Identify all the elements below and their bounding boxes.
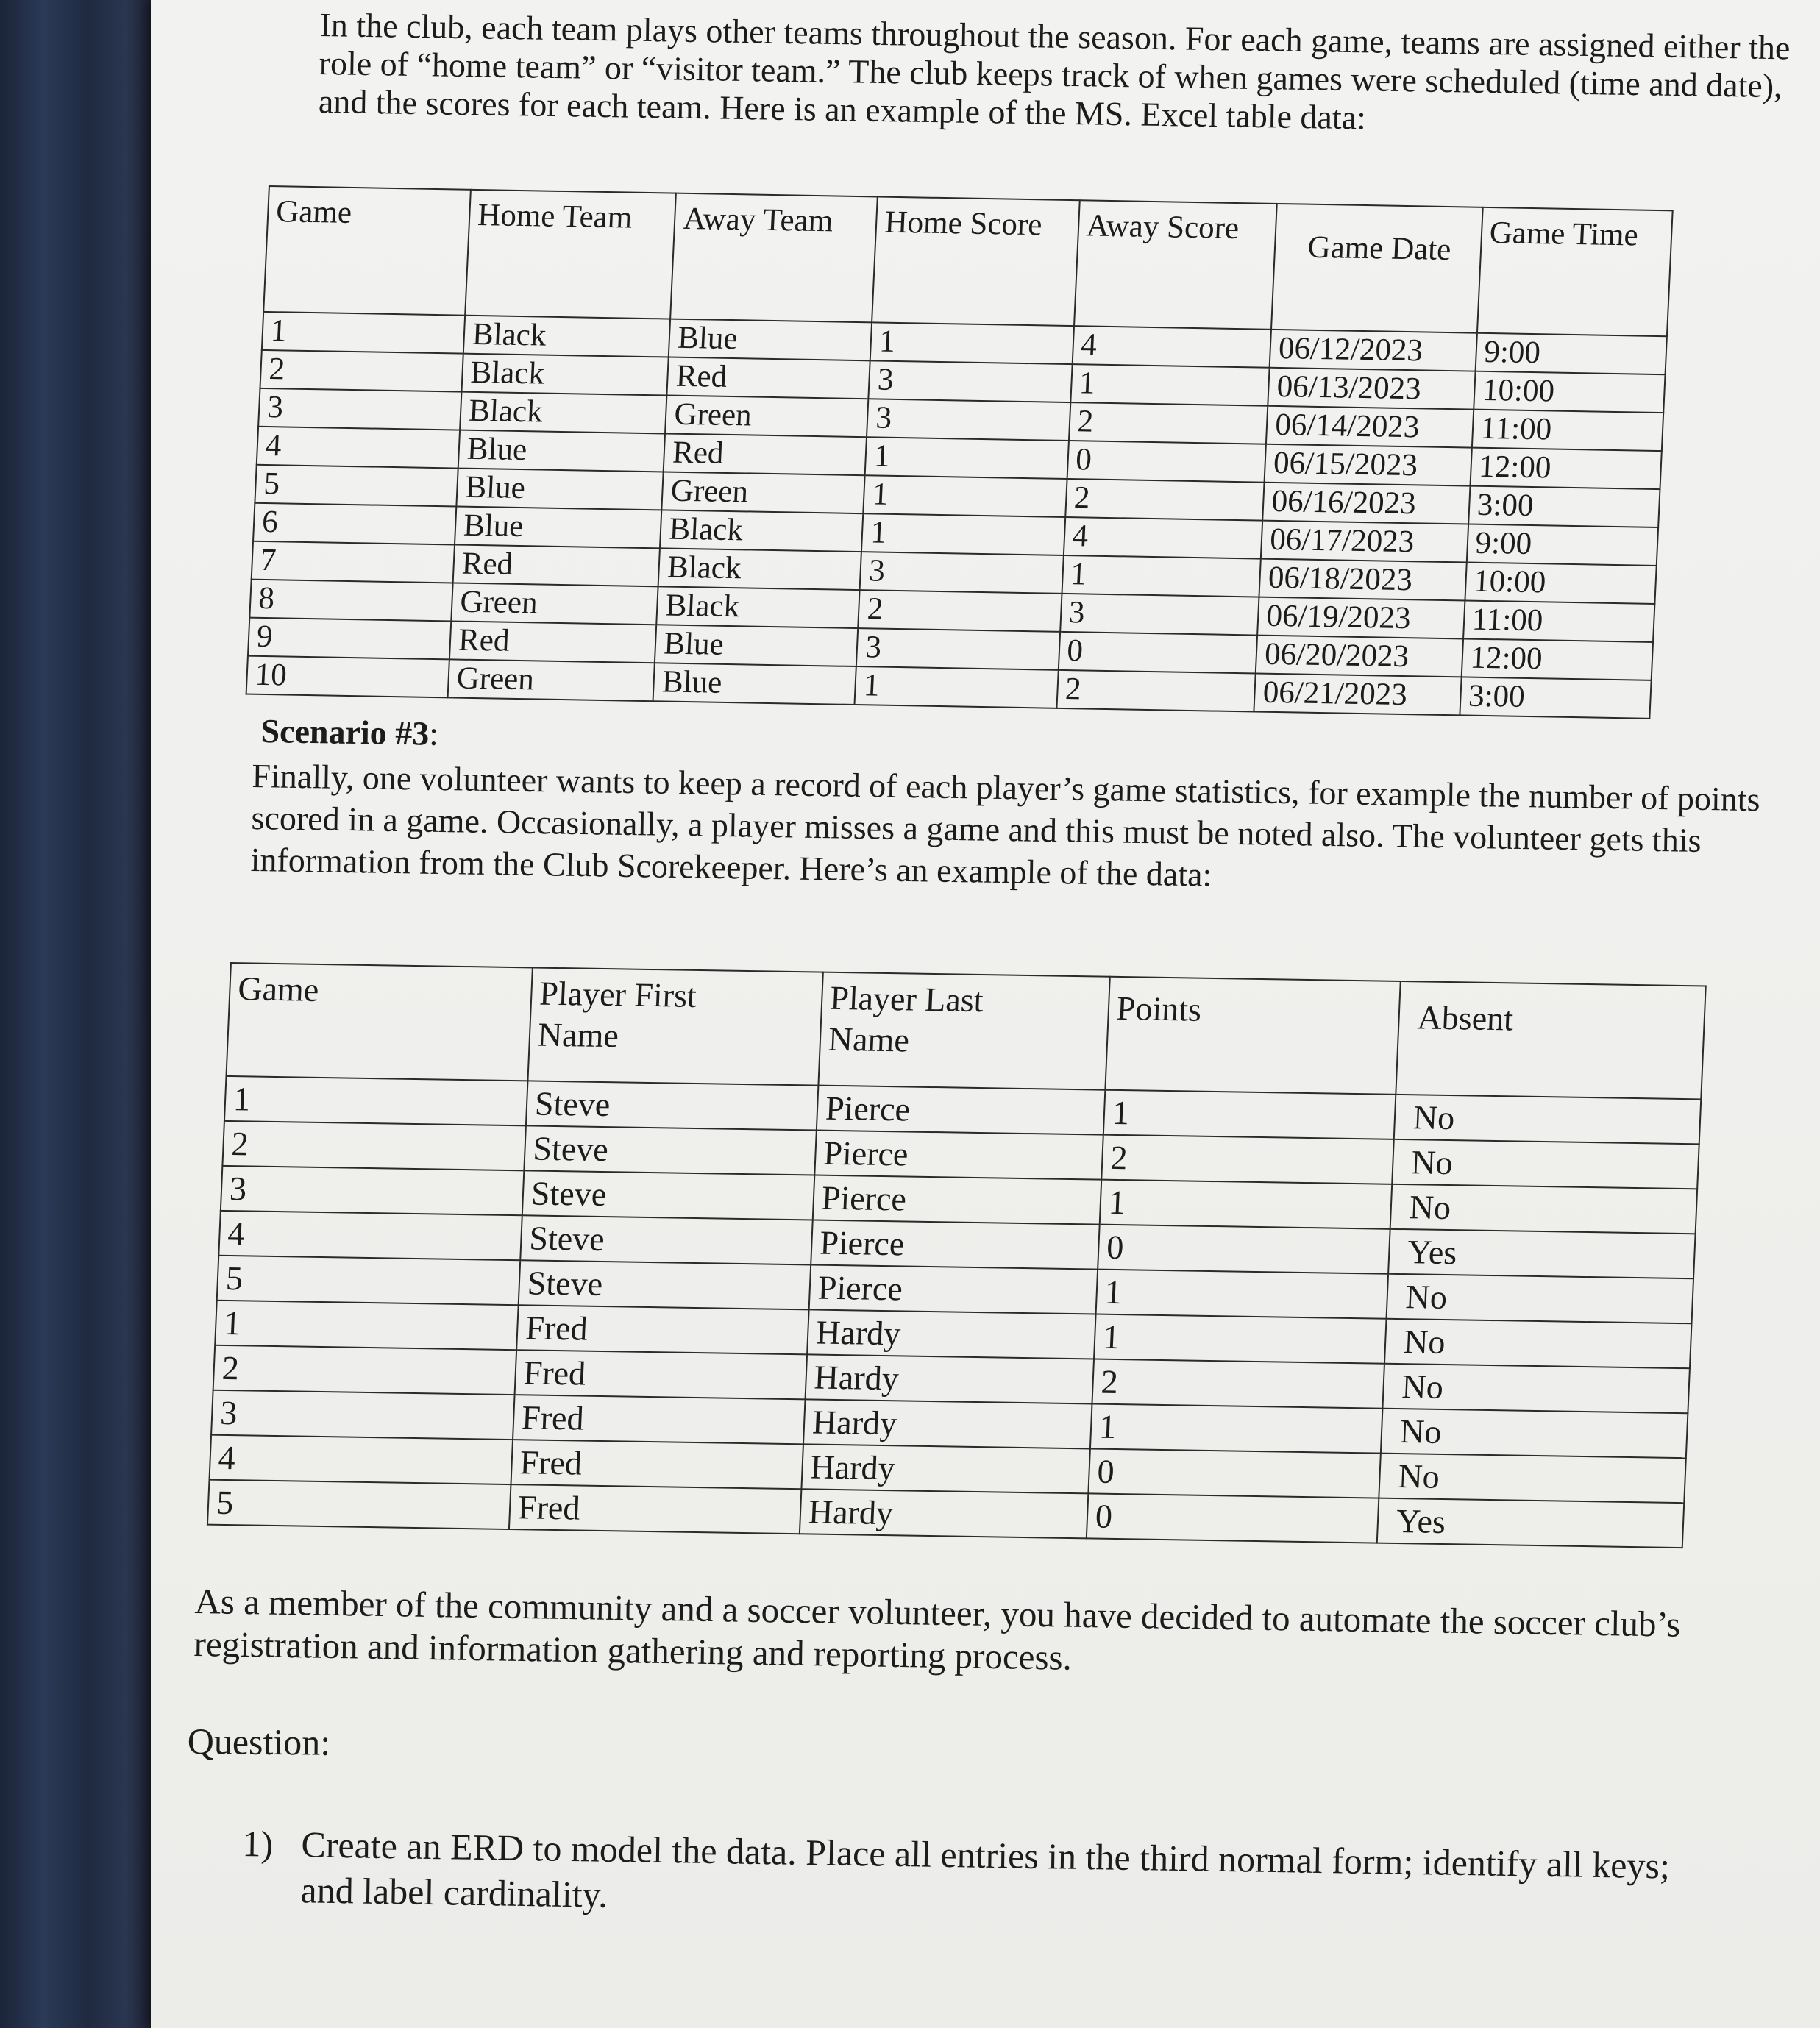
player-first-name: Fred	[511, 1440, 803, 1489]
points: 1	[1100, 1180, 1393, 1229]
points: 1	[1096, 1270, 1389, 1319]
points: 2	[1101, 1135, 1394, 1184]
stats-header-row	[227, 963, 1706, 1099]
game-time: 3:00	[1468, 486, 1660, 527]
player-last-name: Hardy	[807, 1309, 1096, 1359]
home-team: Black	[463, 316, 671, 357]
game-time: 9:00	[1475, 333, 1667, 374]
question-text: Create an ERD to model the data. Place all entries in the third normal form; identify all keys; and label cardinality.	[300, 1824, 1671, 1915]
game-time: 12:00	[1470, 448, 1662, 489]
home-team: Red	[449, 621, 657, 663]
scenario-paragraph: Finally, one volunteer wants to keep a record of each player’s game statistics, for example the number of points scored in a game. Occasionally, a player misses a game and this must be noted also. The volunteer gets this information from the Club Scorekeeper. Here’s an example of the data:	[250, 756, 1760, 894]
home-team: Blue	[455, 507, 662, 549]
player-last-name: Hardy	[803, 1399, 1092, 1448]
player-last-name: Hardy	[800, 1489, 1089, 1538]
scenario-heading-text: Scenario #3	[260, 712, 430, 753]
away-team: Blue	[653, 663, 856, 705]
absent: No	[1379, 1454, 1686, 1503]
game-number: 5	[255, 465, 458, 507]
player-last-name: Pierce	[814, 1131, 1103, 1180]
games-header-home-team: Home Team	[465, 190, 676, 319]
away-score: 0	[1058, 632, 1257, 674]
points: 1	[1103, 1090, 1396, 1139]
home-score: 1	[855, 666, 1058, 708]
stats-header-absent: Absent	[1396, 981, 1705, 1099]
games-header-home-score: Home Score	[872, 196, 1080, 326]
away-score: 4	[1063, 517, 1262, 559]
absent: No	[1394, 1095, 1702, 1144]
game-date: 06/14/2023	[1266, 406, 1474, 448]
player-first-name: Fred	[515, 1350, 808, 1399]
home-team: Red	[453, 544, 661, 586]
game-time: 9:00	[1466, 524, 1658, 566]
game-date: 06/15/2023	[1265, 444, 1472, 486]
home-score: 3	[856, 628, 1059, 670]
absent: Yes	[1377, 1498, 1685, 1548]
points: 0	[1088, 1448, 1381, 1498]
home-score: 1	[865, 437, 1068, 479]
home-score: 3	[867, 399, 1070, 441]
away-team: Black	[660, 510, 863, 552]
away-score: 4	[1072, 326, 1271, 368]
home-team: Blue	[458, 430, 666, 472]
intro-paragraph: In the club, each team plays other teams throughout the season. For each game, teams are assigned either the role of “home team” or “visitor team.” The club keeps track of when games were scheduled (time and date), and the scores for each team. Here is an example of the MS. Excel table data:	[318, 6, 1791, 137]
game-time: 12:00	[1461, 638, 1653, 680]
home-team: Green	[451, 583, 658, 625]
away-score: 2	[1065, 479, 1265, 521]
away-team: Green	[662, 472, 865, 513]
game-time: 10:00	[1465, 562, 1657, 603]
player-first-name: Fred	[513, 1395, 806, 1444]
game-number: 8	[249, 580, 452, 622]
player-last-name: Pierce	[811, 1220, 1100, 1269]
away-score: 0	[1067, 441, 1266, 483]
game-time: 11:00	[1463, 600, 1655, 641]
absent: No	[1381, 1409, 1688, 1458]
player-last-name: Pierce	[809, 1264, 1098, 1314]
away-score: 2	[1056, 670, 1256, 712]
games-header-away-team: Away Team	[671, 193, 878, 323]
points: 1	[1090, 1403, 1383, 1453]
away-team: Red	[664, 433, 867, 475]
home-team: Green	[448, 659, 655, 701]
stats-header-first-name: Player First Name	[527, 967, 822, 1085]
games-header-row	[263, 186, 1672, 336]
player-first-name: Steve	[520, 1215, 813, 1264]
absent: No	[1390, 1184, 1698, 1234]
paper-sheet	[151, 0, 1820, 2028]
away-team: Black	[658, 548, 861, 590]
home-score: 2	[859, 590, 1062, 632]
game-number: 6	[253, 503, 456, 545]
game-number: 2	[222, 1121, 526, 1170]
games-table	[246, 185, 1674, 719]
away-team: Blue	[655, 625, 858, 666]
away-team: Green	[665, 395, 868, 437]
game-time: 3:00	[1460, 677, 1652, 718]
games-header-game: Game	[263, 186, 471, 316]
away-team: Black	[657, 586, 860, 628]
games-header-game-time: Game Time	[1477, 207, 1673, 336]
player-last-name: Hardy	[806, 1354, 1095, 1403]
player-stats-table	[207, 962, 1707, 1548]
away-score: 2	[1068, 402, 1268, 444]
home-score: 1	[861, 513, 1064, 555]
game-number: 9	[248, 618, 451, 660]
points: 1	[1094, 1314, 1387, 1364]
absent: No	[1382, 1364, 1690, 1413]
home-team: Blue	[456, 469, 664, 510]
away-score: 1	[1062, 555, 1261, 597]
home-team: Black	[461, 354, 669, 396]
stats-header-points: Points	[1105, 977, 1400, 1095]
closing-paragraph: As a member of the community and a soccer volunteer, you have decided to automate the soccer club’s registration and information gathering and reporting process.	[193, 1580, 1681, 1678]
game-time: 10:00	[1474, 371, 1666, 413]
game-date: 06/19/2023	[1257, 597, 1465, 639]
game-date: 06/18/2023	[1259, 559, 1467, 601]
player-first-name: Steve	[526, 1081, 819, 1130]
player-last-name: Pierce	[813, 1175, 1102, 1225]
game-number: 7	[252, 541, 455, 583]
home-score: 1	[870, 322, 1073, 364]
away-score: 1	[1070, 364, 1270, 406]
absent: No	[1392, 1139, 1699, 1189]
game-date: 06/17/2023	[1261, 521, 1468, 563]
game-date: 06/20/2023	[1256, 636, 1463, 677]
points: 0	[1087, 1493, 1379, 1543]
absent: No	[1387, 1274, 1694, 1323]
question-label: Question:	[187, 1721, 331, 1763]
player-first-name: Steve	[519, 1260, 811, 1309]
game-number: 4	[257, 427, 460, 469]
stats-header-last-name: Player Last Name	[818, 972, 1109, 1090]
scenario-heading-colon: :	[428, 714, 439, 753]
game-number: 3	[221, 1166, 525, 1215]
game-number: 1	[215, 1301, 519, 1350]
game-number: 10	[246, 656, 449, 698]
game-number: 3	[211, 1390, 515, 1440]
absent: Yes	[1388, 1229, 1696, 1278]
away-score: 3	[1060, 594, 1259, 636]
game-time: 11:00	[1472, 410, 1664, 451]
player-last-name: Pierce	[817, 1086, 1106, 1135]
game-date: 06/12/2023	[1270, 330, 1477, 371]
game-date: 06/16/2023	[1263, 483, 1471, 524]
away-team: Red	[667, 357, 870, 399]
home-team: Black	[460, 392, 667, 434]
absent: No	[1384, 1319, 1692, 1368]
home-score: 3	[869, 360, 1072, 402]
game-number: 5	[217, 1256, 521, 1305]
player-first-name: Fred	[509, 1484, 802, 1534]
stats-header-game: Game	[227, 963, 533, 1081]
game-number: 5	[207, 1480, 511, 1529]
points: 0	[1098, 1225, 1390, 1274]
games-header-away-score: Away Score	[1074, 200, 1278, 330]
game-number: 4	[210, 1435, 513, 1484]
points: 2	[1092, 1359, 1384, 1409]
game-date: 06/21/2023	[1254, 674, 1462, 716]
game-number: 2	[260, 350, 463, 392]
game-number: 2	[213, 1345, 517, 1395]
question-item	[241, 1821, 1721, 1935]
game-date: 06/13/2023	[1268, 368, 1476, 410]
game-number: 4	[218, 1211, 522, 1260]
game-number: 3	[258, 388, 461, 430]
player-first-name: Steve	[524, 1125, 817, 1175]
away-team: Blue	[669, 319, 872, 361]
games-header-game-date: Game Date	[1271, 204, 1482, 333]
game-number: 1	[224, 1076, 528, 1125]
player-first-name: Steve	[522, 1170, 815, 1220]
home-score: 3	[860, 552, 1063, 594]
player-last-name: Hardy	[801, 1444, 1090, 1493]
game-number: 1	[262, 312, 465, 354]
player-first-name: Fred	[516, 1305, 809, 1354]
scenario-heading	[260, 712, 438, 753]
question-number: 1)	[242, 1822, 274, 1865]
home-score: 1	[864, 475, 1067, 517]
